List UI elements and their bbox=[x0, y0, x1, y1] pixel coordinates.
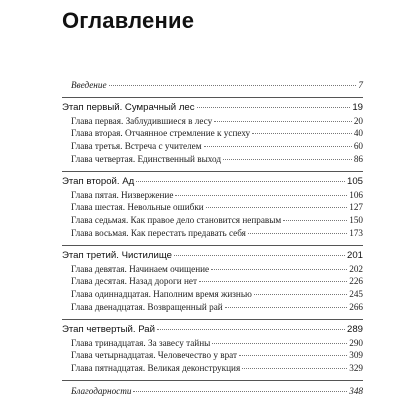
dot-leader bbox=[254, 294, 347, 295]
dot-leader bbox=[283, 220, 347, 221]
chapter-label: Глава вторая. Отчаянное стремление к успеху bbox=[71, 128, 251, 139]
part-page: 201 bbox=[346, 249, 363, 261]
chapter-label: Глава пятая. Низвержение bbox=[71, 189, 174, 200]
part-page: 19 bbox=[352, 101, 363, 113]
chapter-page: 106 bbox=[349, 189, 363, 200]
toc-chapter[interactable] bbox=[62, 337, 363, 350]
chapter-page: 40 bbox=[353, 128, 363, 139]
chapter-page: 86 bbox=[353, 153, 363, 164]
chapter-label: Глава первая. Заблудившиеся в лесу bbox=[71, 115, 213, 126]
entry-page: 348 bbox=[349, 385, 363, 396]
toc-chapter[interactable] bbox=[62, 227, 363, 240]
entry-label: Благодарности bbox=[71, 385, 132, 396]
chapter-page: 173 bbox=[349, 227, 363, 238]
chapter-page: 202 bbox=[349, 263, 363, 274]
chapter-page: 290 bbox=[349, 337, 363, 348]
toc-entry-acknowledgements[interactable] bbox=[62, 385, 363, 398]
chapter-label: Глава тринадцатая. За завесу тайны bbox=[71, 337, 211, 348]
chapter-page: 150 bbox=[349, 215, 363, 226]
dot-leader bbox=[242, 368, 347, 369]
chapter-label: Глава третья. Встреча с учителем bbox=[71, 141, 202, 152]
dot-leader bbox=[248, 233, 347, 234]
chapter-label: Глава шестая. Невольные ошибки bbox=[71, 202, 204, 213]
chapter-label: Глава одиннадцатая. Наполним время жизнью bbox=[71, 289, 252, 300]
dot-leader bbox=[133, 391, 347, 392]
chapter-label: Глава четвертая. Единственный выход bbox=[71, 153, 221, 164]
chapter-label: Глава двенадцатая. Возвращенный рай bbox=[71, 301, 223, 312]
toc-chapter[interactable] bbox=[62, 362, 363, 375]
dot-leader bbox=[211, 269, 347, 270]
dot-leader bbox=[214, 121, 352, 122]
dot-leader bbox=[157, 329, 345, 330]
chapter-label: Глава десятая. Назад дороги нет bbox=[71, 276, 198, 287]
toc-chapter[interactable] bbox=[62, 153, 363, 166]
chapter-page: 226 bbox=[349, 276, 363, 287]
dot-leader bbox=[199, 281, 347, 282]
part-label: Этап четвертый. Рай bbox=[62, 323, 155, 335]
toc-chapter[interactable] bbox=[62, 263, 363, 276]
section-divider bbox=[62, 245, 363, 246]
toc-entry-intro[interactable] bbox=[62, 79, 363, 92]
chapter-page: 309 bbox=[349, 350, 363, 361]
dot-leader bbox=[206, 207, 348, 208]
chapter-label: Глава восьмая. Как перестать предавать себя bbox=[71, 227, 246, 238]
toc-chapter[interactable] bbox=[62, 201, 363, 214]
part-page: 105 bbox=[346, 175, 363, 187]
toc-part[interactable] bbox=[62, 102, 363, 115]
chapter-page: 60 bbox=[353, 141, 363, 152]
chapter-page: 266 bbox=[349, 301, 363, 312]
toc-chapter[interactable] bbox=[62, 349, 363, 362]
dot-leader bbox=[174, 255, 345, 256]
dot-leader bbox=[175, 195, 347, 196]
section-divider bbox=[62, 171, 363, 172]
dot-leader bbox=[204, 146, 352, 147]
part-label: Этап второй. Ад bbox=[62, 175, 135, 187]
dot-leader bbox=[239, 355, 347, 356]
chapter-label: Глава девятая. Начинаем очищение bbox=[71, 263, 210, 274]
chapter-label: Глава седьмая. Как правое дело становится неправым bbox=[71, 215, 282, 226]
toc-part[interactable] bbox=[62, 176, 363, 189]
toc-chapter[interactable] bbox=[62, 214, 363, 227]
toc-part[interactable] bbox=[62, 250, 363, 263]
chapter-page: 20 bbox=[353, 115, 363, 126]
toc-chapter[interactable] bbox=[62, 288, 363, 301]
toc-chapter[interactable] bbox=[62, 115, 363, 128]
part-label: Этап третий. Чистилище bbox=[62, 249, 172, 261]
dot-leader bbox=[252, 133, 352, 134]
page-title: Оглавление bbox=[62, 8, 195, 33]
toc-chapter[interactable] bbox=[62, 189, 363, 202]
toc-chapter[interactable] bbox=[62, 127, 363, 140]
part-label: Этап первый. Сумрачный лес bbox=[62, 101, 195, 113]
chapter-page: 127 bbox=[349, 202, 363, 213]
entry-label: Введение bbox=[71, 80, 107, 90]
toc-chapter[interactable] bbox=[62, 275, 363, 288]
dot-leader bbox=[223, 159, 352, 160]
dot-leader bbox=[225, 307, 348, 308]
dot-leader bbox=[136, 181, 345, 182]
toc-part[interactable] bbox=[62, 324, 363, 337]
chapter-label: Глава четырнадцатая. Человечество у врат bbox=[71, 350, 238, 361]
dot-leader bbox=[212, 343, 347, 344]
section-divider bbox=[62, 97, 363, 98]
toc-chapter[interactable] bbox=[62, 140, 363, 153]
section-divider bbox=[62, 319, 363, 320]
toc-chapter[interactable] bbox=[62, 301, 363, 314]
entry-page: 7 bbox=[358, 80, 363, 90]
section-divider bbox=[62, 380, 363, 381]
table-of-contents bbox=[62, 79, 363, 398]
chapter-label: Глава пятнадцатая. Великая деконструкция bbox=[71, 363, 241, 374]
chapter-page: 329 bbox=[349, 363, 363, 374]
dot-leader bbox=[109, 85, 357, 86]
part-page: 289 bbox=[346, 323, 363, 335]
dot-leader bbox=[197, 107, 351, 108]
chapter-page: 245 bbox=[349, 289, 363, 300]
